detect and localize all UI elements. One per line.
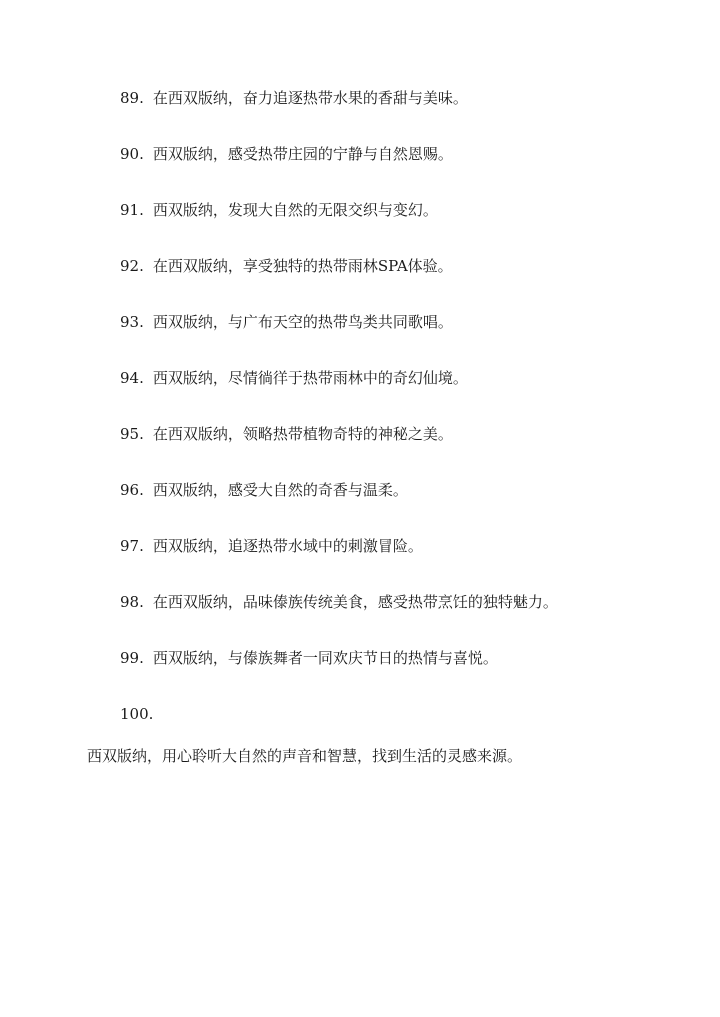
item-number: 95. xyxy=(120,425,144,443)
item-number: 98. xyxy=(120,593,144,611)
list-item xyxy=(120,704,162,724)
item-text: 西双版纳，与傣族舞者一同欢庆节日的热情与喜悦。 xyxy=(152,649,498,667)
item-number: 93. xyxy=(120,313,144,331)
list-item xyxy=(120,200,438,220)
list-item xyxy=(120,144,453,164)
item-number: 94. xyxy=(120,369,144,387)
list-item xyxy=(120,88,468,108)
list-item xyxy=(120,592,558,612)
item-text: 在西双版纳，享受独特的热带雨林SPA体验。 xyxy=(152,257,453,275)
item-text: 西双版纳，发现大自然的无限交织与变幻。 xyxy=(152,201,438,219)
item-text: 西双版纳，与广布天空的热带鸟类共同歌唱。 xyxy=(152,313,453,331)
item-number: 97. xyxy=(120,537,144,555)
list-item xyxy=(120,480,408,500)
list-item xyxy=(120,536,423,556)
item-number: 90. xyxy=(120,145,144,163)
item-number: 96. xyxy=(120,481,144,499)
list-item xyxy=(120,648,498,668)
item-number: 100. xyxy=(120,705,154,723)
item-text: 在西双版纳，品味傣族传统美食，感受热带烹饪的独特魅力。 xyxy=(152,593,558,611)
item-number: 99. xyxy=(120,649,144,667)
item-text: 西双版纳，感受热带庄园的宁静与自然恩赐。 xyxy=(152,145,453,163)
item-text: 在西双版纳，领略热带植物奇特的神秘之美。 xyxy=(152,425,453,443)
item-number: 92. xyxy=(120,257,144,275)
item-number: 89. xyxy=(120,89,144,107)
item-text: 西双版纳，尽情徜徉于热带雨林中的奇幻仙境。 xyxy=(152,369,468,387)
list-item xyxy=(120,424,453,444)
item-number: 91. xyxy=(120,201,144,219)
list-item xyxy=(120,256,453,276)
continuation-text: 西双版纳，用心聆听大自然的声音和智慧，找到生活的灵感来源。 xyxy=(87,747,523,765)
list-item xyxy=(120,312,453,332)
item-text: 西双版纳，追逐热带水域中的刺激冒险。 xyxy=(152,537,423,555)
list-item xyxy=(120,368,468,388)
item-text: 西双版纳，感受大自然的奇香与温柔。 xyxy=(152,481,408,499)
item-text: 在西双版纳，奋力追逐热带水果的香甜与美味。 xyxy=(152,89,468,107)
